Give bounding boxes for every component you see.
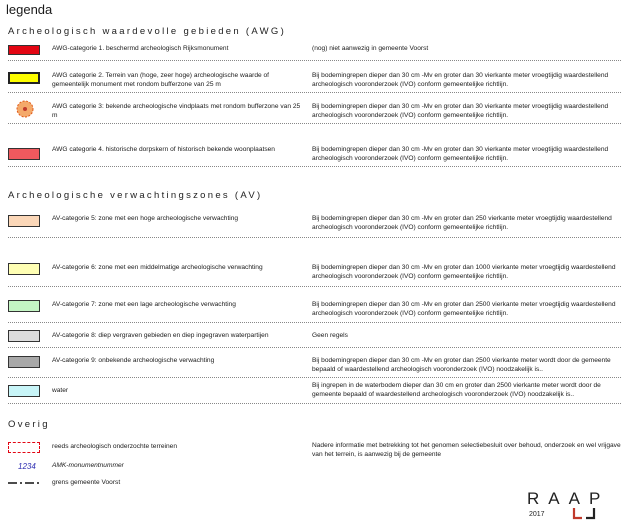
legend-desc-av-5: Bij bodemingrepen dieper dan 30 cm -Mv en groter dan 250 vierkante meter vroegtijdig waardestellend archeologisch vooronderzoek (IVO) conform gemeentelijke richtlijn. [312, 215, 612, 231]
legend-label-awg-3: AWG categorie 3: bekende archeologische vindplaats met rondom bufferzone van 25 m [52, 103, 301, 119]
divider [8, 286, 621, 287]
raap-logo-mark-icon [572, 506, 602, 522]
legend-label-av-5: AV-categorie 5: zone met een hoge archeologische verwachting [52, 215, 239, 222]
legend-desc-av-7: Bij bodemingrepen dieper dan 30 cm -Mv en groter dan 2500 vierkante meter vroegtijdig waardestellend archeologisch vooronderzoek (IVO) conform gemeentelijke richtlijn. [312, 301, 616, 317]
municipal-border-line-icon [8, 479, 42, 487]
legend-label-amk: AMK-monumentnummer [52, 462, 124, 469]
legend-desc-av-6: Bij bodemingrepen dieper dan 30 cm -Mv en groter dan 1000 vierkante meter vroegtijdig waardestellend archeologisch vooronderzoek (IVO) conform gemeentelijke richtlijn. [312, 264, 616, 280]
divider [8, 60, 621, 61]
vindplaats-icon [15, 99, 35, 119]
swatch-av-8 [8, 330, 40, 342]
legend-label-water: water [52, 387, 69, 394]
legend-label-grens: grens gemeente Voorst [52, 479, 121, 486]
divider [8, 237, 621, 238]
swatch-awg-1 [8, 45, 40, 55]
legend-title: legenda [6, 2, 53, 17]
legend-desc-awg-3: Bij bodemingrepen dieper dan 30 cm -Mv en groter dan 30 vierkante meter vroegtijdig waardestellend archeologisch vooronderzoek (IVO) conform gemeentelijke richtlijn. [312, 103, 609, 119]
legend-label-av-8: AV-categorie 8: diep vergraven gebieden en diep ingegraven waterpartijen [52, 332, 269, 339]
swatch-awg-4 [8, 148, 40, 160]
legend-desc-awg-2: Bij bodemingrepen dieper dan 30 cm -Mv en groter dan 30 vierkante meter vroegtijdig waardestellend archeologisch vooronderzoek (IVO) conform gemeentelijke richtlijn. [312, 72, 609, 88]
section-heading-av: Archeologische verwachtingszones (AV) [8, 190, 263, 201]
legend-label-awg-4: AWG categorie 4. historische dorpskern of historisch bekende woonplaatsen [52, 146, 275, 153]
legend-label-av-9: AV-categorie 9: onbekende archeologische verwachting [52, 357, 215, 364]
divider [8, 322, 621, 323]
legend-label-awg-1: AWG-categorie 1. beschermd archeologisch Rijksmonument [52, 45, 229, 52]
legend-label-av-6: AV-categorie 6: zone met een middelmatige archeologische verwachting [52, 264, 263, 271]
swatch-av-6 [8, 263, 40, 275]
swatch-awg-2 [8, 72, 40, 84]
legend-desc-av-8: Geen regels [312, 332, 348, 339]
swatch-av-5 [8, 215, 40, 227]
raap-logo: RAAP [527, 489, 610, 508]
swatch-water [8, 385, 40, 397]
divider [8, 403, 621, 404]
legend-label-awg-2: AWG categorie 2. Terrein van (hoge, zeer hoge) archeologische waarde of gemeentelijk monument met rondom bufferzone van 25 m [52, 72, 269, 88]
swatch-av-7 [8, 300, 40, 312]
legend-desc-onderzocht: Nadere informatie met betrekking tot het genomen selectiebesluit over behoud, onderzoek en wel vrijgave van het terrein, is aanwezig bij de gemeente [312, 442, 621, 458]
divider [8, 377, 621, 378]
swatch-av-9 [8, 356, 40, 368]
swatch-onderzocht [8, 442, 40, 453]
divider [8, 92, 621, 93]
raap-logo-year: 2017 [529, 511, 545, 518]
legend-desc-av-9: Bij bodemingrepen dieper dan 30 cm -Mv en groter dan 2500 vierkante meter wordt door de gemeente bepaald of waardestellend archeologisch vooronderzoek (IVO) noodzakelijk is.. [312, 357, 611, 373]
legend-desc-water: Bij ingrepen in de waterbodem dieper dan 30 cm en groter dan 2500 vierkante meter wordt door de gemeente bepaald of waardestellend archeologisch vooronderzoek (IVO) noodzakelijk is.. [312, 382, 601, 398]
section-heading-overig: Overig [8, 419, 50, 430]
legend-label-av-7: AV-categorie 7: zone met een lage archeologische verwachting [52, 301, 236, 308]
divider [8, 123, 621, 124]
divider [8, 347, 621, 348]
divider [8, 166, 621, 167]
legend-desc-awg-1: (nog) niet aanwezig in gemeente Voorst [312, 45, 429, 52]
legend-label-onderzocht: reeds archeologisch onderzochte terreinen [52, 443, 177, 450]
legend-desc-awg-4: Bij bodemingrepen dieper dan 30 cm -Mv en groter dan 30 vierkante meter vroegtijdig waardestellend archeologisch vooronderzoek (IVO) conform gemeentelijke richtlijn. [312, 146, 609, 162]
section-heading-awg: Archeologisch waardevolle gebieden (AWG) [8, 26, 287, 37]
amk-number-symbol: 1234 [18, 462, 36, 471]
